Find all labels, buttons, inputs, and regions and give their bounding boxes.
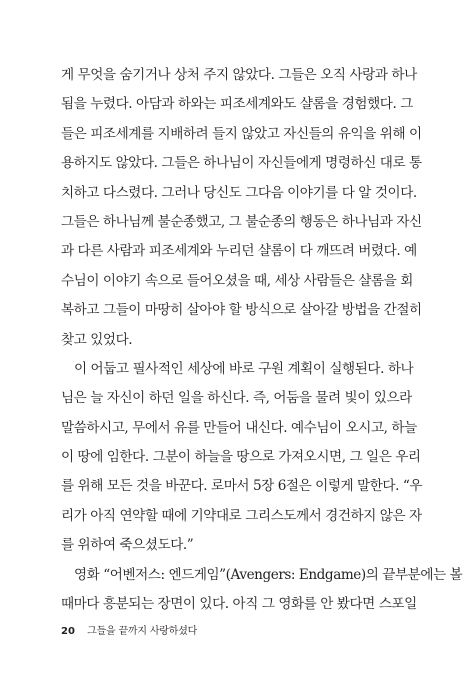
page-footer — [61, 625, 197, 639]
text-line: 이 어둡고 필사적인 세상에 바로 구원 계획이 실행된다. 하나 — [74, 360, 414, 377]
text-line: 들은 피조세계를 지배하려 들지 않았고 자신들의 유익을 위해 이 — [61, 125, 422, 142]
running-title: 그들을 끝까지 사랑하셨다 — [87, 626, 198, 637]
text-line: 과 다른 사람과 피조세계와 누리던 샬롬이 다 깨뜨려 버렸다. 예 — [61, 243, 417, 260]
text-line: 복하고 그들이 마땅히 살아야 할 방식으로 살아갈 방법을 간절히 — [61, 302, 422, 319]
text-line: 때마다 흥분되는 장면이 있다. 아직 그 영화를 안 봤다면 스포일 — [61, 596, 417, 613]
text-line: 영화 “어벤저스: 엔드게임”(Avengers: Endgame)의 끝부분에는 볼 — [74, 566, 463, 583]
paragraph-1 — [61, 61, 422, 355]
text-line: 이 땅에 임한다. 그분이 하늘을 땅으로 가져오시면, 그 일은 우리 — [61, 449, 421, 466]
text-line: 를 위해 모든 것을 바꾼다. 로마서 5장 6절은 이렇게 말한다. “우 — [61, 478, 423, 495]
text-line: 리가 아직 연약할 때에 기약대로 그리스도께서 경건하지 않은 자 — [61, 507, 422, 524]
text-line: 됨을 누렸다. 아담과 하와는 피조세계와도 샬롬을 경험했다. 그 — [61, 96, 413, 113]
text-line: 말씀하시고, 무에서 유를 만들어 내신다. 예수님이 오시고, 하늘 — [61, 419, 417, 436]
text-line: 를 위하여 죽으셨도다.” — [61, 537, 194, 554]
paragraph-2 — [61, 355, 423, 561]
paragraph-3 — [61, 561, 463, 620]
text-line: 용하지도 않았다. 그들은 하나님이 자신들에게 명령하신 대로 통 — [61, 155, 422, 172]
text-line: 찾고 있었다. — [61, 331, 133, 348]
body-text — [61, 61, 463, 619]
text-line: 님은 늘 자신이 하던 일을 하신다. 즉, 어둠을 물려 빛이 있으라 — [61, 390, 412, 407]
text-line: 게 무엇을 숨기거나 상처 주지 않았다. 그들은 오직 사랑과 하나 — [61, 67, 417, 83]
text-line: 그들은 하나님께 불순종했고, 그 불순종의 행동은 하나님과 자신 — [61, 213, 422, 230]
text-line: 치하고 다스렸다. 그러나 당신도 그다음 이야기를 다 알 것이다. — [61, 184, 417, 201]
text-line: 수님이 이야기 속으로 들어오셨을 때, 세상 사람들은 샬롬을 회 — [61, 272, 413, 289]
page-number: 20 — [61, 626, 75, 637]
